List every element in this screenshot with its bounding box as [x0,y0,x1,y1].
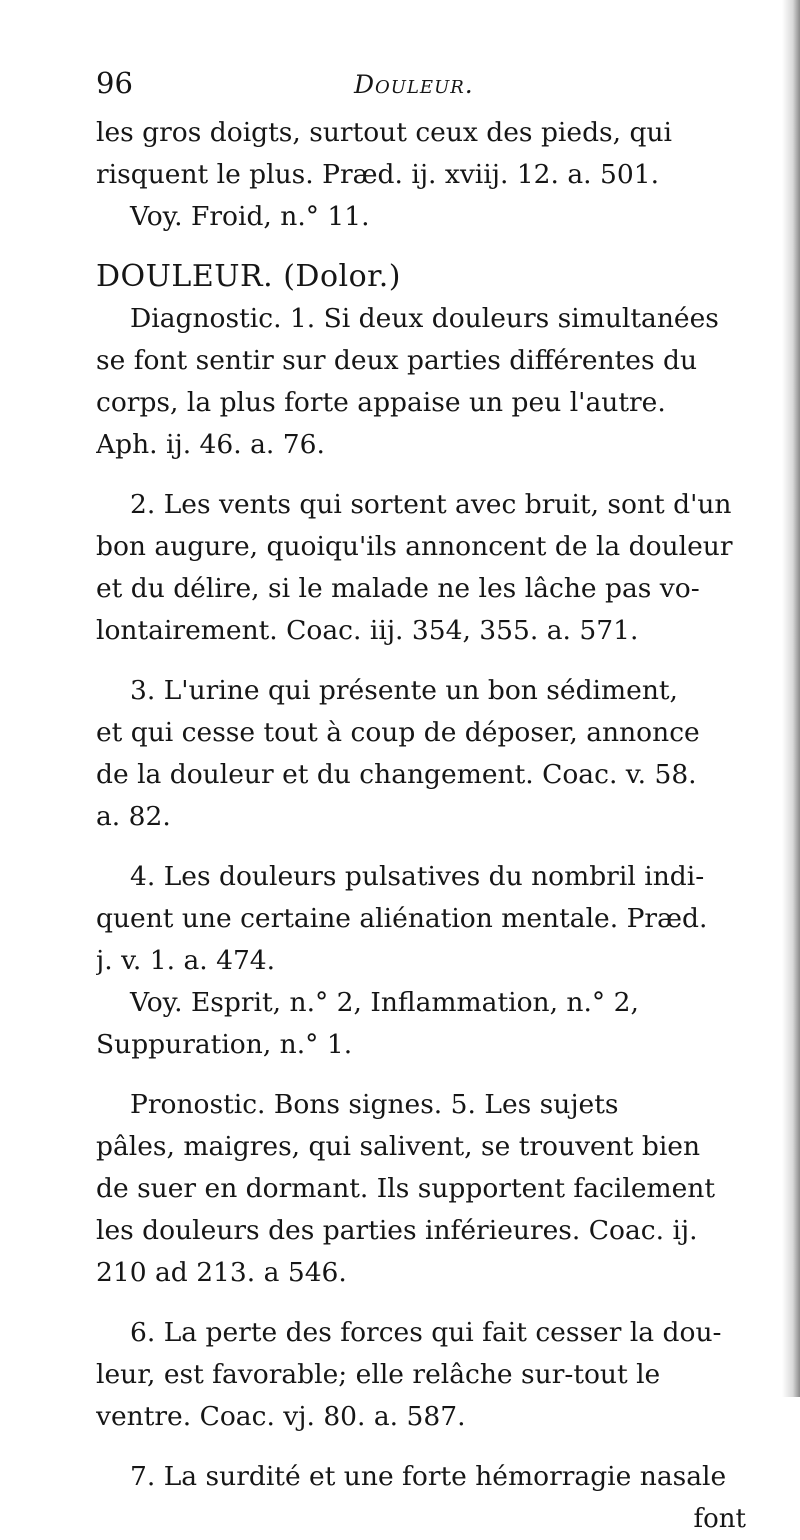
text-line: 4. Les douleurs pulsatives du nombril indi- [130,861,705,892]
text-line: de suer en dormant. Ils supportent facilement [96,1173,716,1204]
text-line: a. 82. [96,801,171,832]
page-spine-shadow [782,0,800,1397]
text-line: 2. Les vents qui sortent avec bruit, sont d'un [130,489,732,520]
text-line: de la douleur et du changement. Coac. v. 58. [96,759,697,790]
text-line: Voy. Esprit, n.° 2, Inflammation, n.° 2, [130,987,639,1018]
text-line: les douleurs des parties inférieures. Coac. ij. [96,1215,698,1246]
text-line: les gros doigts, surtout ceux des pieds, qui [96,117,672,148]
text-line: Suppuration, n.° 1. [96,1029,353,1060]
entry-heading: DOULEUR. (Dolor.) [96,259,401,294]
catchword: font [693,1504,746,1534]
text-line: quent une certaine aliénation mentale. Præd. [96,903,708,934]
text-line: 210 ad 213. a 546. [96,1257,347,1288]
text-line: Aph. ij. 46. a. 76. [96,429,325,460]
running-head [96,66,746,112]
page-number: 96 [96,66,133,100]
book-page [96,66,746,1540]
text-line: Voy. Froid, n.° 11. [130,201,370,232]
text-line: se font sentir sur deux parties différentes du [96,345,698,376]
body-text [96,112,746,1540]
text-line: Pronostic. Bons signes. 5. Les sujets [130,1089,619,1120]
text-line: pâles, maigres, qui salivent, se trouvent bien [96,1131,701,1162]
running-title: Douleur. [354,70,474,99]
text-line: lontairement. Coac. iij. 354, 355. a. 571. [96,615,639,646]
text-line: 7. La surdité et une forte hémorragie nasale [130,1461,727,1492]
text-line: bon augure, quoiqu'ils annoncent de la douleur [96,531,733,562]
text-line: 6. La perte des forces qui fait cesser la dou- [130,1317,722,1348]
text-line: Diagnostic. 1. Si deux douleurs simultanées [130,303,719,334]
text-line: et du délire, si le malade ne les lâche pas vo- [96,573,700,604]
text-line: et qui cesse tout à coup de déposer, annonce [96,717,700,748]
text-line: corps, la plus forte appaise un peu l'autre. [96,387,666,418]
text-line: 3. L'urine qui présente un bon sédiment, [130,675,678,706]
text-line: leur, est favorable; elle relâche sur-tout le [96,1359,661,1390]
text-line: ventre. Coac. vj. 80. a. 587. [96,1401,466,1432]
text-line: risquent le plus. Præd. ij. xviij. 12. a. 501. [96,159,660,190]
text-line: j. v. 1. a. 474. [96,945,276,976]
